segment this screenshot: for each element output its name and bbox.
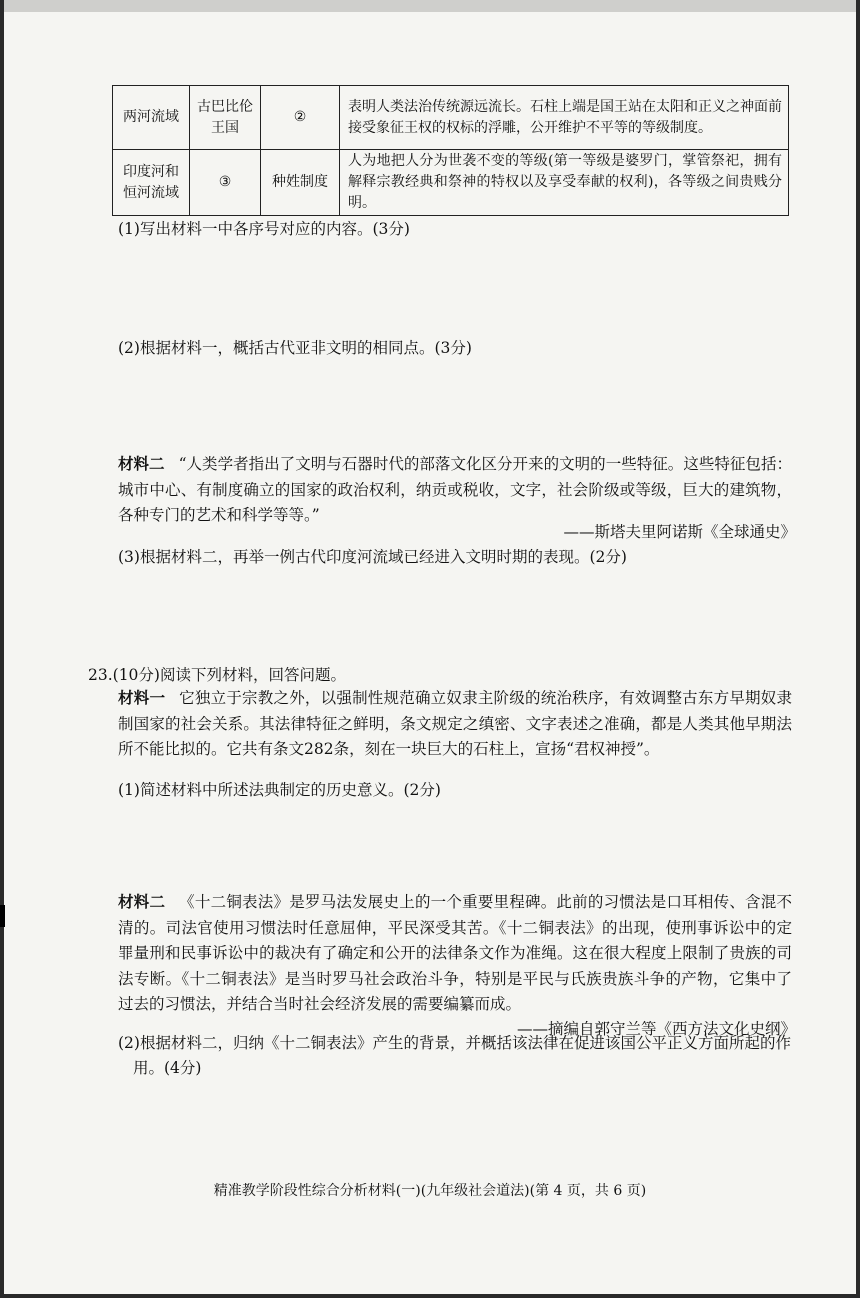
civilization-table xyxy=(112,85,789,216)
table-cell-country: 古巴比伦王国 xyxy=(190,86,261,150)
question-22-sub2: (2)根据材料一，概括古代亚非文明的相同点。(3分) xyxy=(118,339,472,357)
question-22-sub1: (1)写出材料一中各序号对应的内容。(3分) xyxy=(118,220,410,238)
page-top-edge xyxy=(0,0,860,12)
page-bottom-border xyxy=(0,1294,860,1298)
question-23-sub1: (1)简述材料中所述法典制定的历史意义。(2分) xyxy=(118,781,441,799)
material-2-block xyxy=(118,452,792,529)
page-right-border xyxy=(856,0,860,1298)
table-cell-country: ③ xyxy=(190,150,261,216)
material-2-source: ——斯塔夫里阿诺斯《全球通史》 xyxy=(563,523,796,541)
page-left-border xyxy=(0,0,4,1298)
material-2-text: “人类学者指出了文明与石器时代的部落文化区分开来的文明的一些特征。这些特征包括：城市中心、有制度确立的国家的政治权利，纳贡或税收，文字，社会阶级或等级，巨大的建筑物，各种专门的艺术和科学等等。” xyxy=(118,455,792,524)
table-cell-item: ② xyxy=(261,86,340,150)
material-2-label: 材料二 xyxy=(118,455,165,473)
q23-material-2-label: 材料二 xyxy=(118,893,166,911)
q23-material-1-label: 材料一 xyxy=(118,689,166,707)
q23-material-1-text: 它独立于宗教之外，以强制性规范确立奴隶主阶级的统治秩序，有效调整古东方早期奴隶制国家的社会关系。其法律特征之鲜明，条文规定之缜密、文字表述之准确，都是人类其他早期法所不能比拟的。它共有条文282条，刻在一块巨大的石柱上，宣扬“君权神授”。 xyxy=(118,689,792,758)
table-cell-item: 种姓制度 xyxy=(261,150,340,216)
table-cell-description: 表明人类法治传统源远流长。石柱上端是国王站在太阳和正义之神面前接受象征王权的权标的浮雕，公开维护不平等的等级制度。 xyxy=(340,86,789,150)
q23-material-2-text: 《十二铜表法》是罗马法发展史上的一个重要里程碑。此前的习惯法是口耳相传、含混不清的。司法官使用习惯法时任意屈伸，平民深受其苦。《十二铜表法》的出现，使刑事诉讼中的定罪量刑和民事诉讼中的裁决有了确定和公开的法律条文作为准绳。这在很大程度上限制了贵族的司法专断。《十二铜表法》是当时罗马社会政治斗争，特别是平民与氏族贵族斗争的产物，它集中了过去的习惯法，并结合当时社会经济发展的需要编纂而成。 xyxy=(118,893,792,1013)
q23-material-2-block xyxy=(118,890,792,1018)
table-cell-region: 印度河和恒河流域 xyxy=(113,150,190,216)
table-cell-region: 两河流域 xyxy=(113,86,190,150)
scan-edge-mark xyxy=(0,905,5,927)
question-22-sub3: (3)根据材料二，再举一例古代印度河流域已经进入文明时期的表现。(2分) xyxy=(118,548,627,566)
q23-material-2-source: ——摘编自郭守兰等《西方法文化史纲》 xyxy=(516,1020,796,1038)
question-23-heading: 23.(10分)阅读下列材料，回答问题。 xyxy=(88,666,346,684)
q23-material-1-block xyxy=(118,686,792,763)
table-row xyxy=(113,86,789,150)
page-footer: 精准教学阶段性综合分析材料(一)(九年级社会道法)(第 4 页，共 6 页) xyxy=(213,1183,647,1199)
table-cell-description: 人为地把人分为世袭不变的等级(第一等级是婆罗门，掌管祭祀，拥有解释宗教经典和祭神的特权以及享受奉献的权利)，各等级之间贵贱分明。 xyxy=(340,150,789,216)
table-row xyxy=(113,150,789,216)
question-23-sub2: (2)根据材料二，归纳《十二铜表法》产生的背景，并概括该法律在促进该国公平正义方面所起的作用。(4分) xyxy=(118,1034,791,1077)
